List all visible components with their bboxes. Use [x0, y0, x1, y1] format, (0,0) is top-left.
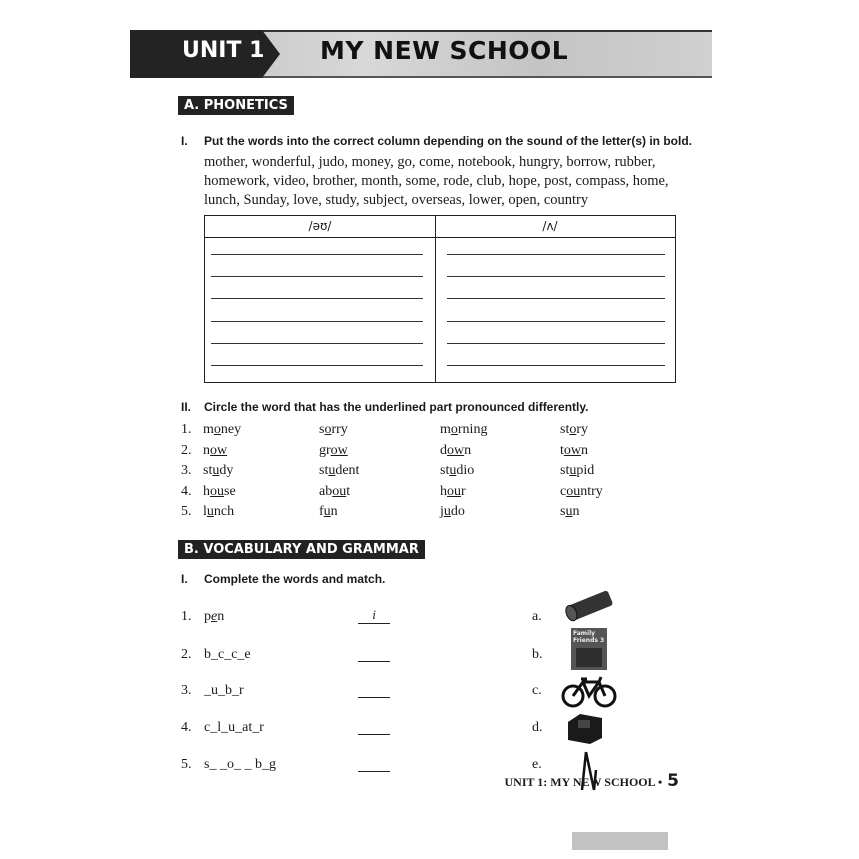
word-part: st	[319, 463, 329, 478]
word-part: s	[560, 504, 566, 519]
answer-line[interactable]	[211, 321, 423, 322]
word-part: t	[346, 483, 351, 499]
answer-line[interactable]	[211, 254, 423, 255]
word-option[interactable]	[440, 443, 471, 459]
word-part: st	[560, 422, 570, 437]
b-ex1-instruction: Complete the words and match.	[204, 572, 386, 586]
picture-letter: e.	[532, 757, 542, 772]
underlined-part: ou	[210, 483, 224, 499]
word-part: c	[560, 483, 567, 499]
answer-blank[interactable]: i	[358, 607, 390, 624]
book-cover-title: Family Friends 3	[573, 630, 605, 644]
item-number: 1.	[181, 609, 192, 624]
item-number: 3.	[181, 463, 192, 478]
underlined-part: o	[213, 422, 221, 437]
word-part: j	[440, 504, 444, 519]
item-number: 2.	[181, 647, 192, 662]
item-number: 1.	[181, 422, 192, 437]
underlined-part: u	[443, 504, 451, 519]
underlined-part: u	[206, 504, 214, 519]
word-part: h	[203, 483, 210, 499]
word-option[interactable]	[319, 463, 359, 479]
answer-line[interactable]	[211, 298, 423, 299]
word-part: ab	[319, 483, 333, 499]
word-part: t	[560, 442, 564, 458]
word-to-complete	[204, 609, 224, 625]
word-part: nch	[213, 504, 235, 519]
watermark-logo	[572, 832, 668, 850]
underlined-part: u	[565, 504, 573, 519]
word-list-line-1: mother, wonderful, judo, money, go, come, notebook, hungry, borrow, rubber,	[204, 154, 656, 170]
word-part: st	[203, 463, 213, 478]
word-part: r	[461, 483, 466, 499]
word-option[interactable]	[440, 504, 465, 520]
unit-label: UNIT 1	[182, 38, 265, 63]
word-option[interactable]	[560, 463, 594, 479]
section-b-heading: B. VOCABULARY AND GRAMMAR	[178, 540, 425, 559]
word-option[interactable]	[203, 484, 236, 500]
answer-line[interactable]	[211, 365, 423, 366]
word-option[interactable]	[440, 422, 487, 438]
word-part: gr	[319, 442, 331, 458]
answer-blank[interactable]	[358, 681, 390, 698]
underlined-part: o	[324, 422, 332, 437]
b-ex1-number: I.	[181, 572, 188, 586]
word-part: dy	[219, 463, 234, 478]
answer-line[interactable]	[447, 343, 665, 344]
page-number: 5	[667, 771, 679, 791]
word-part: pid	[576, 463, 595, 478]
word-part: b_c_c_e	[204, 647, 251, 662]
section-a-heading: A. PHONETICS	[178, 96, 294, 115]
answer-blank[interactable]	[358, 718, 390, 735]
item-number: 5.	[181, 504, 192, 519]
column-header-uh: /ʌ/	[542, 219, 558, 233]
word-option[interactable]	[203, 443, 227, 459]
underlined-part: u	[212, 463, 220, 478]
answer-line[interactable]	[211, 276, 423, 277]
word-to-complete	[204, 647, 251, 663]
book-icon	[571, 628, 607, 670]
picture-letter: b.	[532, 647, 543, 662]
word-part: dio	[456, 463, 475, 478]
word-option[interactable]	[560, 484, 603, 500]
answer-line[interactable]	[211, 343, 423, 344]
word-part: ntry	[580, 483, 603, 499]
pencil-sharpener-icon	[566, 712, 604, 746]
word-option[interactable]	[560, 422, 588, 438]
word-option[interactable]	[560, 504, 579, 520]
word-part: l	[203, 504, 207, 519]
word-list-line-2: homework, video, brother, month, some, rode, club, hope, post, compass, home,	[204, 173, 669, 189]
word-part: h	[440, 483, 447, 499]
item-number: 4.	[181, 483, 192, 499]
word-part: s_ _o_ _ b_g	[204, 757, 276, 772]
word-part: rning	[457, 422, 488, 437]
word-part: n	[572, 504, 580, 519]
underlined-part: ow	[210, 442, 228, 458]
word-part: m	[203, 422, 214, 437]
word-part: d	[440, 442, 447, 458]
picture-letter: a.	[532, 609, 542, 624]
word-to-complete	[204, 720, 264, 736]
item-number: 2.	[181, 442, 192, 458]
word-to-complete	[204, 757, 276, 773]
underlined-part: ou	[332, 483, 347, 499]
word-option[interactable]	[319, 484, 350, 500]
word-to-complete	[204, 683, 244, 699]
ex2-number: II.	[181, 400, 192, 414]
word-list-line-3: lunch, Sunday, love, study, subject, overseas, lower, open, country	[204, 192, 589, 208]
word-option[interactable]	[203, 422, 241, 438]
unit-title: MY NEW SCHOOL	[320, 36, 569, 65]
underlined-part: u	[569, 463, 577, 478]
underlined-part: o	[450, 422, 458, 437]
word-option[interactable]	[560, 443, 588, 459]
word-part: n	[217, 609, 225, 624]
word-part: s	[319, 422, 325, 437]
word-part: ry	[576, 422, 589, 437]
underlined-part: o	[569, 422, 577, 437]
word-part: rry	[331, 422, 348, 437]
answer-line[interactable]	[447, 365, 665, 366]
word-part: f	[319, 504, 324, 519]
picture-letter: c.	[532, 683, 542, 698]
answer-blank[interactable]	[358, 755, 390, 772]
underlined-part: u	[449, 463, 457, 478]
word-option[interactable]	[319, 422, 348, 438]
item-number: 3.	[181, 683, 192, 698]
underlined-part: u	[328, 463, 336, 478]
word-part: m	[440, 422, 451, 437]
underlined-part: ow	[330, 442, 348, 458]
page-footer	[504, 771, 679, 791]
item-number: 5.	[181, 757, 192, 772]
picture-letter: d.	[532, 720, 543, 735]
word-part: _u_b_r	[204, 683, 244, 698]
underlined-part: ow	[563, 442, 582, 458]
answer-line[interactable]	[447, 254, 665, 255]
word-part: c_l_u_at_r	[204, 720, 264, 735]
word-part: n	[203, 442, 210, 458]
word-part: n	[581, 442, 589, 458]
sound-table	[204, 215, 676, 383]
ex2-instruction: Circle the word that has the underlined part pronounced differently.	[204, 400, 589, 414]
underlined-part: ow	[447, 442, 465, 458]
word-option[interactable]	[319, 443, 348, 459]
item-number: 4.	[181, 720, 192, 735]
word-option[interactable]	[203, 463, 233, 479]
word-part: do	[450, 504, 465, 519]
running-title: UNIT 1: MY NEW SCHOOL •	[504, 775, 663, 789]
word-part: se	[224, 483, 236, 499]
answer-line[interactable]	[447, 298, 665, 299]
word-part: ney	[220, 422, 242, 437]
underlined-part: ou	[566, 483, 581, 499]
answer-line[interactable]	[447, 276, 665, 277]
column-header-ou: /əʊ/	[308, 219, 332, 233]
word-option[interactable]	[203, 504, 234, 520]
word-option[interactable]	[319, 504, 338, 520]
underlined-part: ou	[447, 483, 461, 499]
filled-letter: e	[211, 609, 218, 624]
bicycle-icon	[561, 674, 617, 708]
word-option[interactable]	[440, 484, 466, 500]
word-part: n	[330, 504, 338, 519]
rubber-icon	[562, 590, 616, 622]
underlined-part: u	[323, 504, 331, 519]
ex1-instruction: Put the words into the correct column depending on the sound of the letter(s) in bold.	[204, 134, 692, 148]
word-part: dent	[335, 463, 360, 478]
word-part: p	[204, 609, 211, 624]
answer-line[interactable]	[447, 321, 665, 322]
word-part: n	[464, 442, 472, 458]
answer-blank[interactable]	[358, 645, 390, 662]
ex1-number: I.	[181, 134, 188, 148]
word-option[interactable]	[440, 463, 474, 479]
word-part: st	[560, 463, 570, 478]
word-part: st	[440, 463, 450, 478]
